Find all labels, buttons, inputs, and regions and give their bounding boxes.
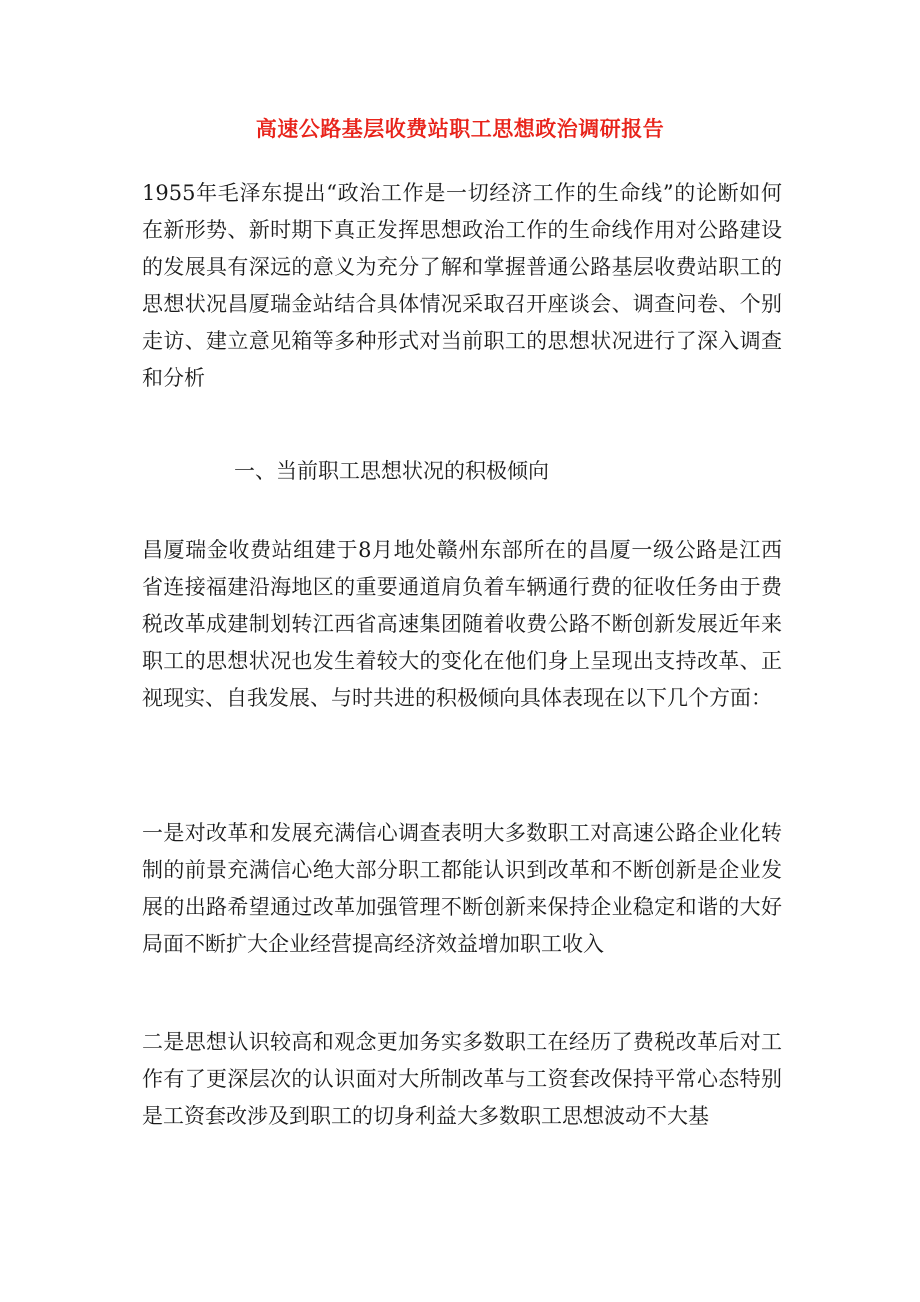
paragraph-background: 昌厦瑞金收费站组建于8月地处赣州东部所在的昌厦一级公路是江西省连接福建沿海地区的重要通道肩负着车辆通行费的征收任务由于费税改革成建制划转江西省高速集团随着收费公路不断创新发展近年来职工的思想状况也发生着较大的变化在他们身上呈现出支持改革、正视现实、自我发展、与时共进的积极倾向具体表现在以下几个方面： — [142, 538, 782, 710]
paragraph-point-two: 二是思想认识较高和观念更加务实多数职工在经历了费税改革后对工作有了更深层次的认识面对大所制改革与工资套改保持平常心态特别是工资套改涉及到职工的切身利益大多数职工思想波动不大基 — [142, 1030, 782, 1128]
document-title: 高速公路基层收费站职工思想政治调研报告 — [255, 116, 665, 141]
section-heading: 一、当前职工思想状况的积极倾向 — [234, 459, 549, 483]
paragraph-intro: 1955年毛泽东提出“政治工作是一切经济工作的生命线”的论断如何在新形势、新时期下真正发挥思想政治工作的生命线作用对公路建设的发展具有深远的意义为充分了解和掌握普通公路基层收费站职工的思想状况昌厦瑞金站结合具体情况采取召开座谈会、调查问卷、个别走访、建立意见箱等多种形式对当前职工的思想状况进行了深入调查和分析 — [142, 181, 782, 390]
paragraph-point-one: 一是对改革和发展充满信心调查表明大多数职工对高速公路企业化转制的前景充满信心绝大部分职工都能认识到改革和不断创新是企业发展的出路希望通过改革加强管理不断创新来保持企业稳定和谐的大好局面不断扩大企业经营提高经济效益增加职工收入 — [142, 821, 782, 956]
